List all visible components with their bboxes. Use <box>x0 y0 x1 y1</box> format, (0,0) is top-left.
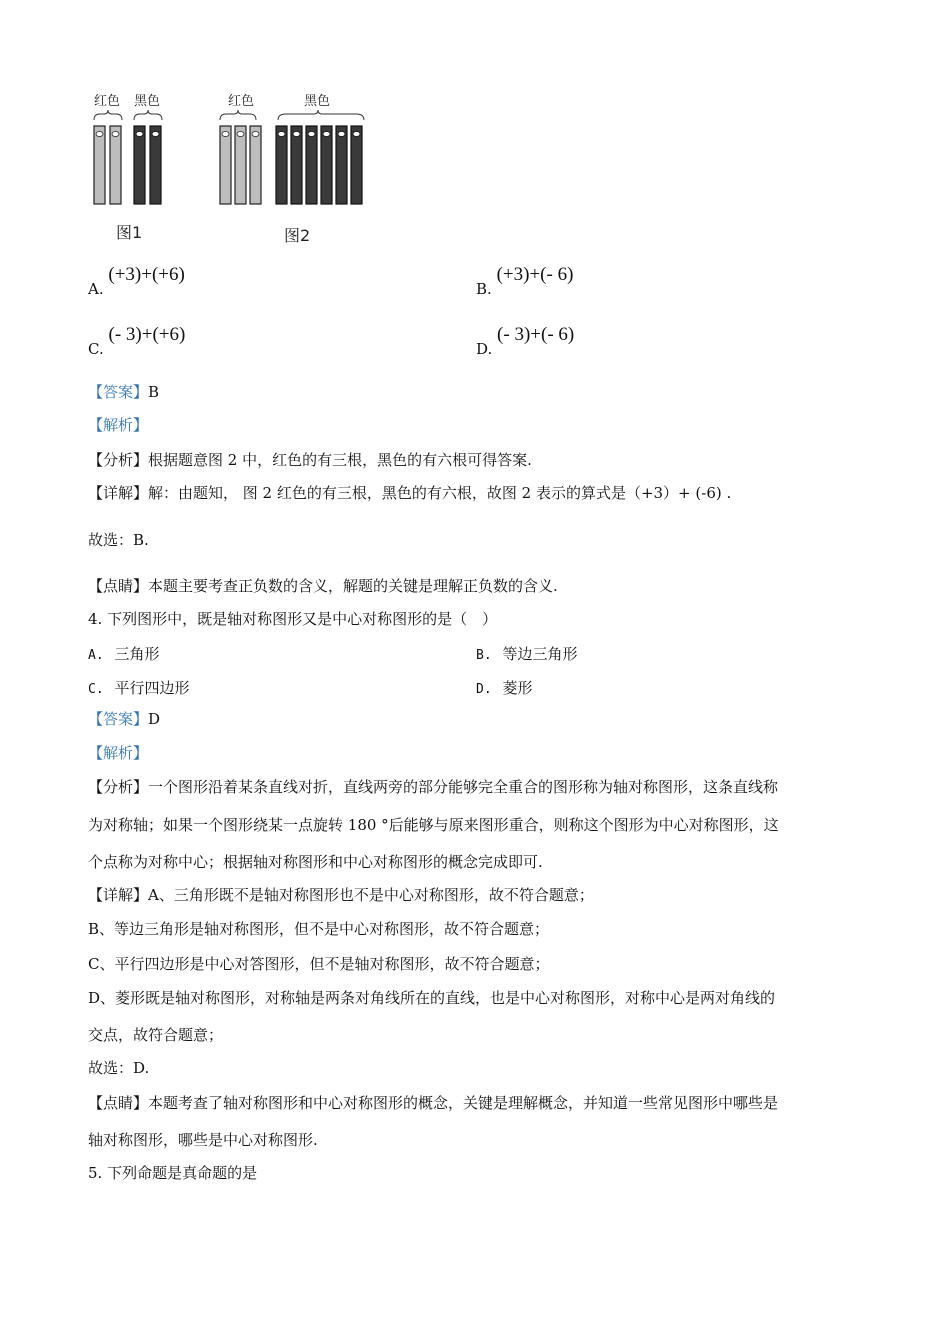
fig2-red-stick-head <box>222 132 229 137</box>
fig2-black-stick-head <box>278 132 285 137</box>
q4-fenxi-text-1: 一个图形沿着某条直线对折，直线两旁的部分能够完全重合的图形称为轴对称图形，这条直线称 <box>148 778 779 796</box>
q4-xiangjie-line-c: C、平行四边形是中心对答图形，但不是轴对称图形，故不符合题意； <box>88 955 550 973</box>
fig1-black-stick-head <box>136 132 143 137</box>
fig2-red-stick-head <box>237 132 244 137</box>
q3-xiangjie-line <box>88 483 731 503</box>
fig2-black-stick-head <box>293 132 300 137</box>
fig2-black-stick <box>351 126 362 204</box>
q4-xiangjie-line-a <box>88 885 594 905</box>
q3-option-c-expr: (- 3)+(+6) <box>108 324 186 345</box>
fig2-black-label: 黑色 <box>304 94 331 109</box>
q4-option-d-text: 菱形 <box>502 679 533 697</box>
fig2-red-sticks <box>220 126 261 204</box>
q4-dianjing-text-1: 本题考查了轴对称图形和中心对称图形的概念，关键是理解概念，并知道一些常见图形中哪些是 <box>148 1094 779 1112</box>
q3-option-b-letter: B. <box>476 280 492 298</box>
counting-sticks-figure <box>88 88 378 248</box>
fig2-black-stick <box>321 126 332 204</box>
fig2-black-stick <box>276 126 287 204</box>
fig1-black-stick-head <box>152 132 159 137</box>
q4-answer-line <box>88 709 160 729</box>
q3-option-d-letter: D. <box>476 340 493 358</box>
q3-dianjing-tag: 【点睛】 <box>88 577 149 595</box>
q3-xiangjie-tag: 【详解】 <box>88 484 149 502</box>
fig1-black-sticks <box>134 126 161 204</box>
q4-guxuan-line: 故选：D. <box>88 1059 150 1077</box>
q4-option-b-text: 等边三角形 <box>502 645 578 663</box>
fig1-caption: 图1 <box>116 223 143 242</box>
q3-dianjing-line <box>88 576 558 596</box>
fig2-red-stick <box>220 126 231 204</box>
fig2-black-stick-head <box>338 132 345 137</box>
q3-dianjing: 本题主要考查正负数的含义，解题的关键是理解正负数的含义. <box>148 577 558 595</box>
q3-option-b <box>476 264 574 298</box>
q3-answer-line <box>88 382 159 402</box>
q4-xiangjie-line-d2: 交点，故符合题意； <box>88 1026 224 1044</box>
q3-fenxi-line <box>88 450 532 470</box>
q3-fenxi-tag: 【分析】 <box>88 451 149 469</box>
fig2-caption: 图2 <box>284 226 311 245</box>
q3-fenxi: 根据题意图 2 中，红色的有三根，黑色的有六根可得答案. <box>148 451 532 469</box>
q4-fenxi-line-3: 个点称为对称中心；根据轴对称图形和中心对称图形的概念完成即可. <box>88 853 543 871</box>
fig2-black-stick <box>291 126 302 204</box>
q3-option-b-expr: (+3)+(- 6) <box>496 264 574 285</box>
q4-dianjing-tag: 【点睛】 <box>88 1094 149 1112</box>
q4-answer: D <box>148 710 161 728</box>
q3-xiangjie: 解：由题知， 图 2 红色的有三根，黑色的有六根，故图 2 表示的算式是（+3）+ (-6) . <box>148 484 732 502</box>
fig1-red-stick <box>94 126 105 204</box>
fig1-black-brace <box>134 110 162 120</box>
q4-stem: 4. 下列图形中，既是轴对称图形又是中心对称图形的是（ ） <box>88 610 498 628</box>
q3-option-a-letter: A. <box>88 280 104 298</box>
q4-option-b <box>476 643 577 664</box>
q3-option-a-expr: (+3)+(+6) <box>108 264 185 285</box>
fig1-red-stick-head <box>96 132 103 137</box>
fig2-red-label: 红色 <box>228 94 255 109</box>
fig2-black-stick <box>306 126 317 204</box>
q4-option-d <box>476 677 532 698</box>
q4-option-c <box>88 677 189 698</box>
q4-dianjing-line-2: 轴对称图形，哪些是中心对称图形. <box>88 1131 318 1149</box>
q4-option-d-letter: D. <box>476 682 492 697</box>
fig1-black-label: 黑色 <box>134 94 161 109</box>
q4-fenxi-tag: 【分析】 <box>88 778 149 796</box>
q4-analysis-line <box>88 743 148 763</box>
fig1-red-sticks <box>94 126 121 204</box>
fig2-red-stick <box>250 126 261 204</box>
fig1-red-brace <box>94 110 122 120</box>
q4-fenxi-line-2: 为对称轴；如果一个图形绕某一点旋转 180 °后能够与原来图形重合，则称这个图形为中心对称图形，这 <box>88 816 779 834</box>
q3-guxuan-line: 故选：B. <box>88 531 149 549</box>
q3-analysis-line <box>88 415 148 435</box>
q3-option-d-expr: (- 3)+(- 6) <box>497 324 575 345</box>
fig2-black-sticks <box>276 126 362 204</box>
q4-analysis-tag: 【解析】 <box>88 744 149 762</box>
fig2-black-stick-head <box>353 132 360 137</box>
fig2-black-stick <box>336 126 347 204</box>
q4-option-c-text: 平行四边形 <box>114 679 190 697</box>
fig2-black-stick-head <box>323 132 330 137</box>
fig2-red-stick <box>235 126 246 204</box>
q4-xiangjie-a: A、三角形既不是轴对称图形也不是中心对称图形，故不符合题意； <box>148 886 594 904</box>
fig1-red-label: 红色 <box>94 94 121 109</box>
q4-dianjing-line-1 <box>88 1093 778 1113</box>
q4-answer-tag: 【答案】 <box>88 710 149 728</box>
q4-xiangjie-line-b: B、等边三角形是轴对称图形，但不是中心对称图形，故不符合题意； <box>88 920 550 938</box>
q4-xiangjie-line-d1: D、菱形既是轴对称图形，对称轴是两条对角线所在的直线，也是中心对称图形，对称中心是两对角线的 <box>88 989 776 1007</box>
q3-option-a <box>88 264 185 298</box>
fig2-red-brace <box>220 110 256 120</box>
fig1-black-stick <box>150 126 161 204</box>
q3-answer-tag: 【答案】 <box>88 383 149 401</box>
fig2-red-stick-head <box>252 132 259 137</box>
fig1-red-stick-head <box>112 132 119 137</box>
q3-option-d <box>476 324 575 358</box>
q4-option-b-letter: B. <box>476 648 492 663</box>
q4-option-a-letter: A. <box>88 648 104 663</box>
q4-option-c-letter: C. <box>88 682 104 697</box>
q3-option-c <box>88 324 186 358</box>
q3-answer: B <box>148 383 160 401</box>
fig2-black-brace <box>278 110 364 120</box>
fig1-black-stick <box>134 126 145 204</box>
q4-option-a <box>88 643 159 664</box>
q5-stem: 5. 下列命题是真命题的是 <box>88 1164 258 1182</box>
q3-option-c-letter: C. <box>88 340 104 358</box>
q4-fenxi-line-1 <box>88 777 778 797</box>
q4-option-a-text: 三角形 <box>114 645 160 663</box>
q3-analysis-tag: 【解析】 <box>88 416 149 434</box>
fig1-red-stick <box>110 126 121 204</box>
q4-xiangjie-tag: 【详解】 <box>88 886 149 904</box>
fig2-black-stick-head <box>308 132 315 137</box>
